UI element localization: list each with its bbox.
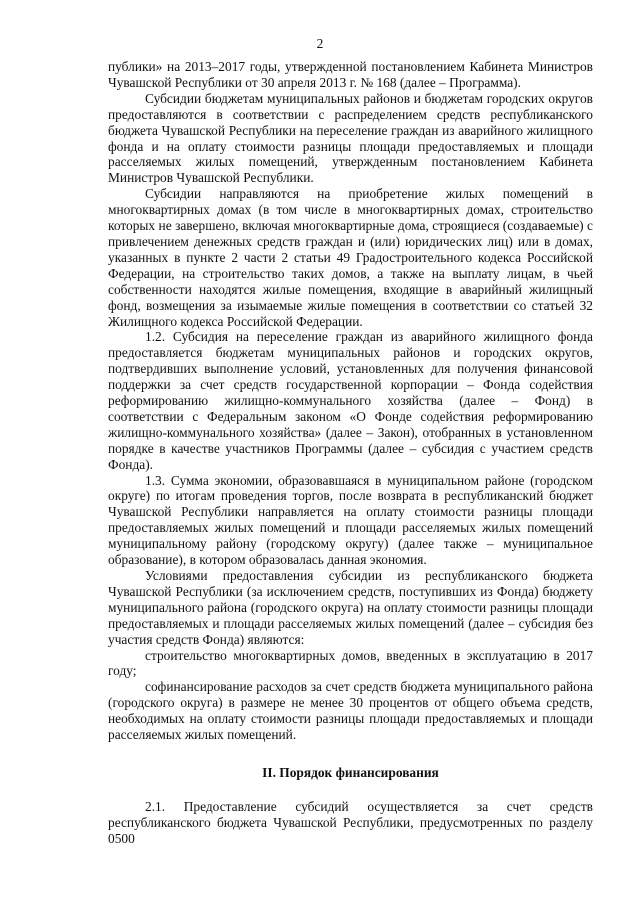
section-heading: II. Порядок финансирования: [262, 764, 439, 780]
paragraph-conditions: Условиями предоставления субсидии из республиканского бюджета Чувашской Республики (за исключением средств, поступивших из Фонда) бюджету муниципального района (городского округа) на оплату стоимости разницы площади предоставляемых и площади расселяемых жилых помещений (далее – субсидия без участия средств Фонда) являются:: [108, 568, 593, 647]
paragraph-clause-2-1: 2.1. Предоставление субсидий осуществляется за счет средств республиканского бюджета Чувашской Республики, предусмотренных по разделу 0500: [108, 798, 593, 846]
paragraph-subsidy-distribution: Субсидии бюджетам муниципальных районов и бюджетам городских округов предоставляются в соответствии с распределением средств республиканского бюджета Чувашской Республики на переселение граждан из аварийного жилищного фонда и на оплату стоимости разницы площади предоставляемых и площади расселяемых жилых помещений, утвержденным постановлением Кабинета Министров Чувашской Республики.: [108, 90, 593, 186]
paragraph-subsidy-purpose: Субсидии направляются на приобретение жилых помещений в многоквартирных домах (в том числе в многоквартирных домах, строительство которых не завершено, включая многоквартирные дома, строящиеся (создаваемые) с привлечением денежных средств граждан и (или) юридических лиц) или в домах, указанных в пункте 2 части 2 статьи 49 Градостроительного кодекса Российской Федерации, на строительство таких домов, а также на выплату лицам, в чьей собственности находятся жилые помещения, входящие в аварийный жилищный фонд, возмещения за изымаемые жилые помещения в соответствии со статьей 32 Жилищного кодекса Российской Федерации.: [108, 186, 593, 329]
paragraph-program-reference: публики» на 2013–2017 годы, утвержденной постановлением Кабинета Министров Чувашской Республики от 30 апреля 2013 г. № 168 (далее – Программа).: [108, 59, 593, 90]
page-number: 2: [316, 36, 324, 51]
paragraph-clause-1-3: 1.3. Сумма экономии, образовавшаяся в муниципальном районе (городском округе) по итогам проведения торгов, после возврата в республиканский бюджет Чувашской Республики направляется на оплату стоимости разницы площади предоставляемых жилых помещений и площади расселяемых жилых помещений муниципальному району (городскому округу) (далее также – муниципальное образование), в котором образовалась данная экономия.: [108, 472, 593, 568]
paragraph-condition-construction: строительство многоквартирных домов, введенных в эксплуатацию в 2017 году;: [108, 647, 593, 679]
paragraph-clause-1-2: 1.2. Субсидия на переселение граждан из аварийного жилищного фонда предоставляется бюджетам муниципальных районов и городских округов, подтвердивших выполнение условий, установленных для получения финансовой поддержки за счет средств государственной корпорации – Фонда содействия реформированию жилищно-коммунального хозяйства (далее – Фонд) в соответствии с Федеральным законом «О Фонде содействия реформированию жилищно-коммунального хозяйства» (далее – Закон), отобранных в установленном порядке в качестве участников Программы (далее – субсидия с участием средств Фонда).: [108, 329, 593, 472]
document-body: [108, 59, 593, 847]
paragraph-condition-cofinancing: софинансирование расходов за счет средств бюджета муниципального района (городского округа) в размере не менее 30 процентов от общего объема средств, необходимых на оплату стоимости разницы площади предоставляемых и площади расселяемых жилых помещений.: [108, 679, 593, 743]
